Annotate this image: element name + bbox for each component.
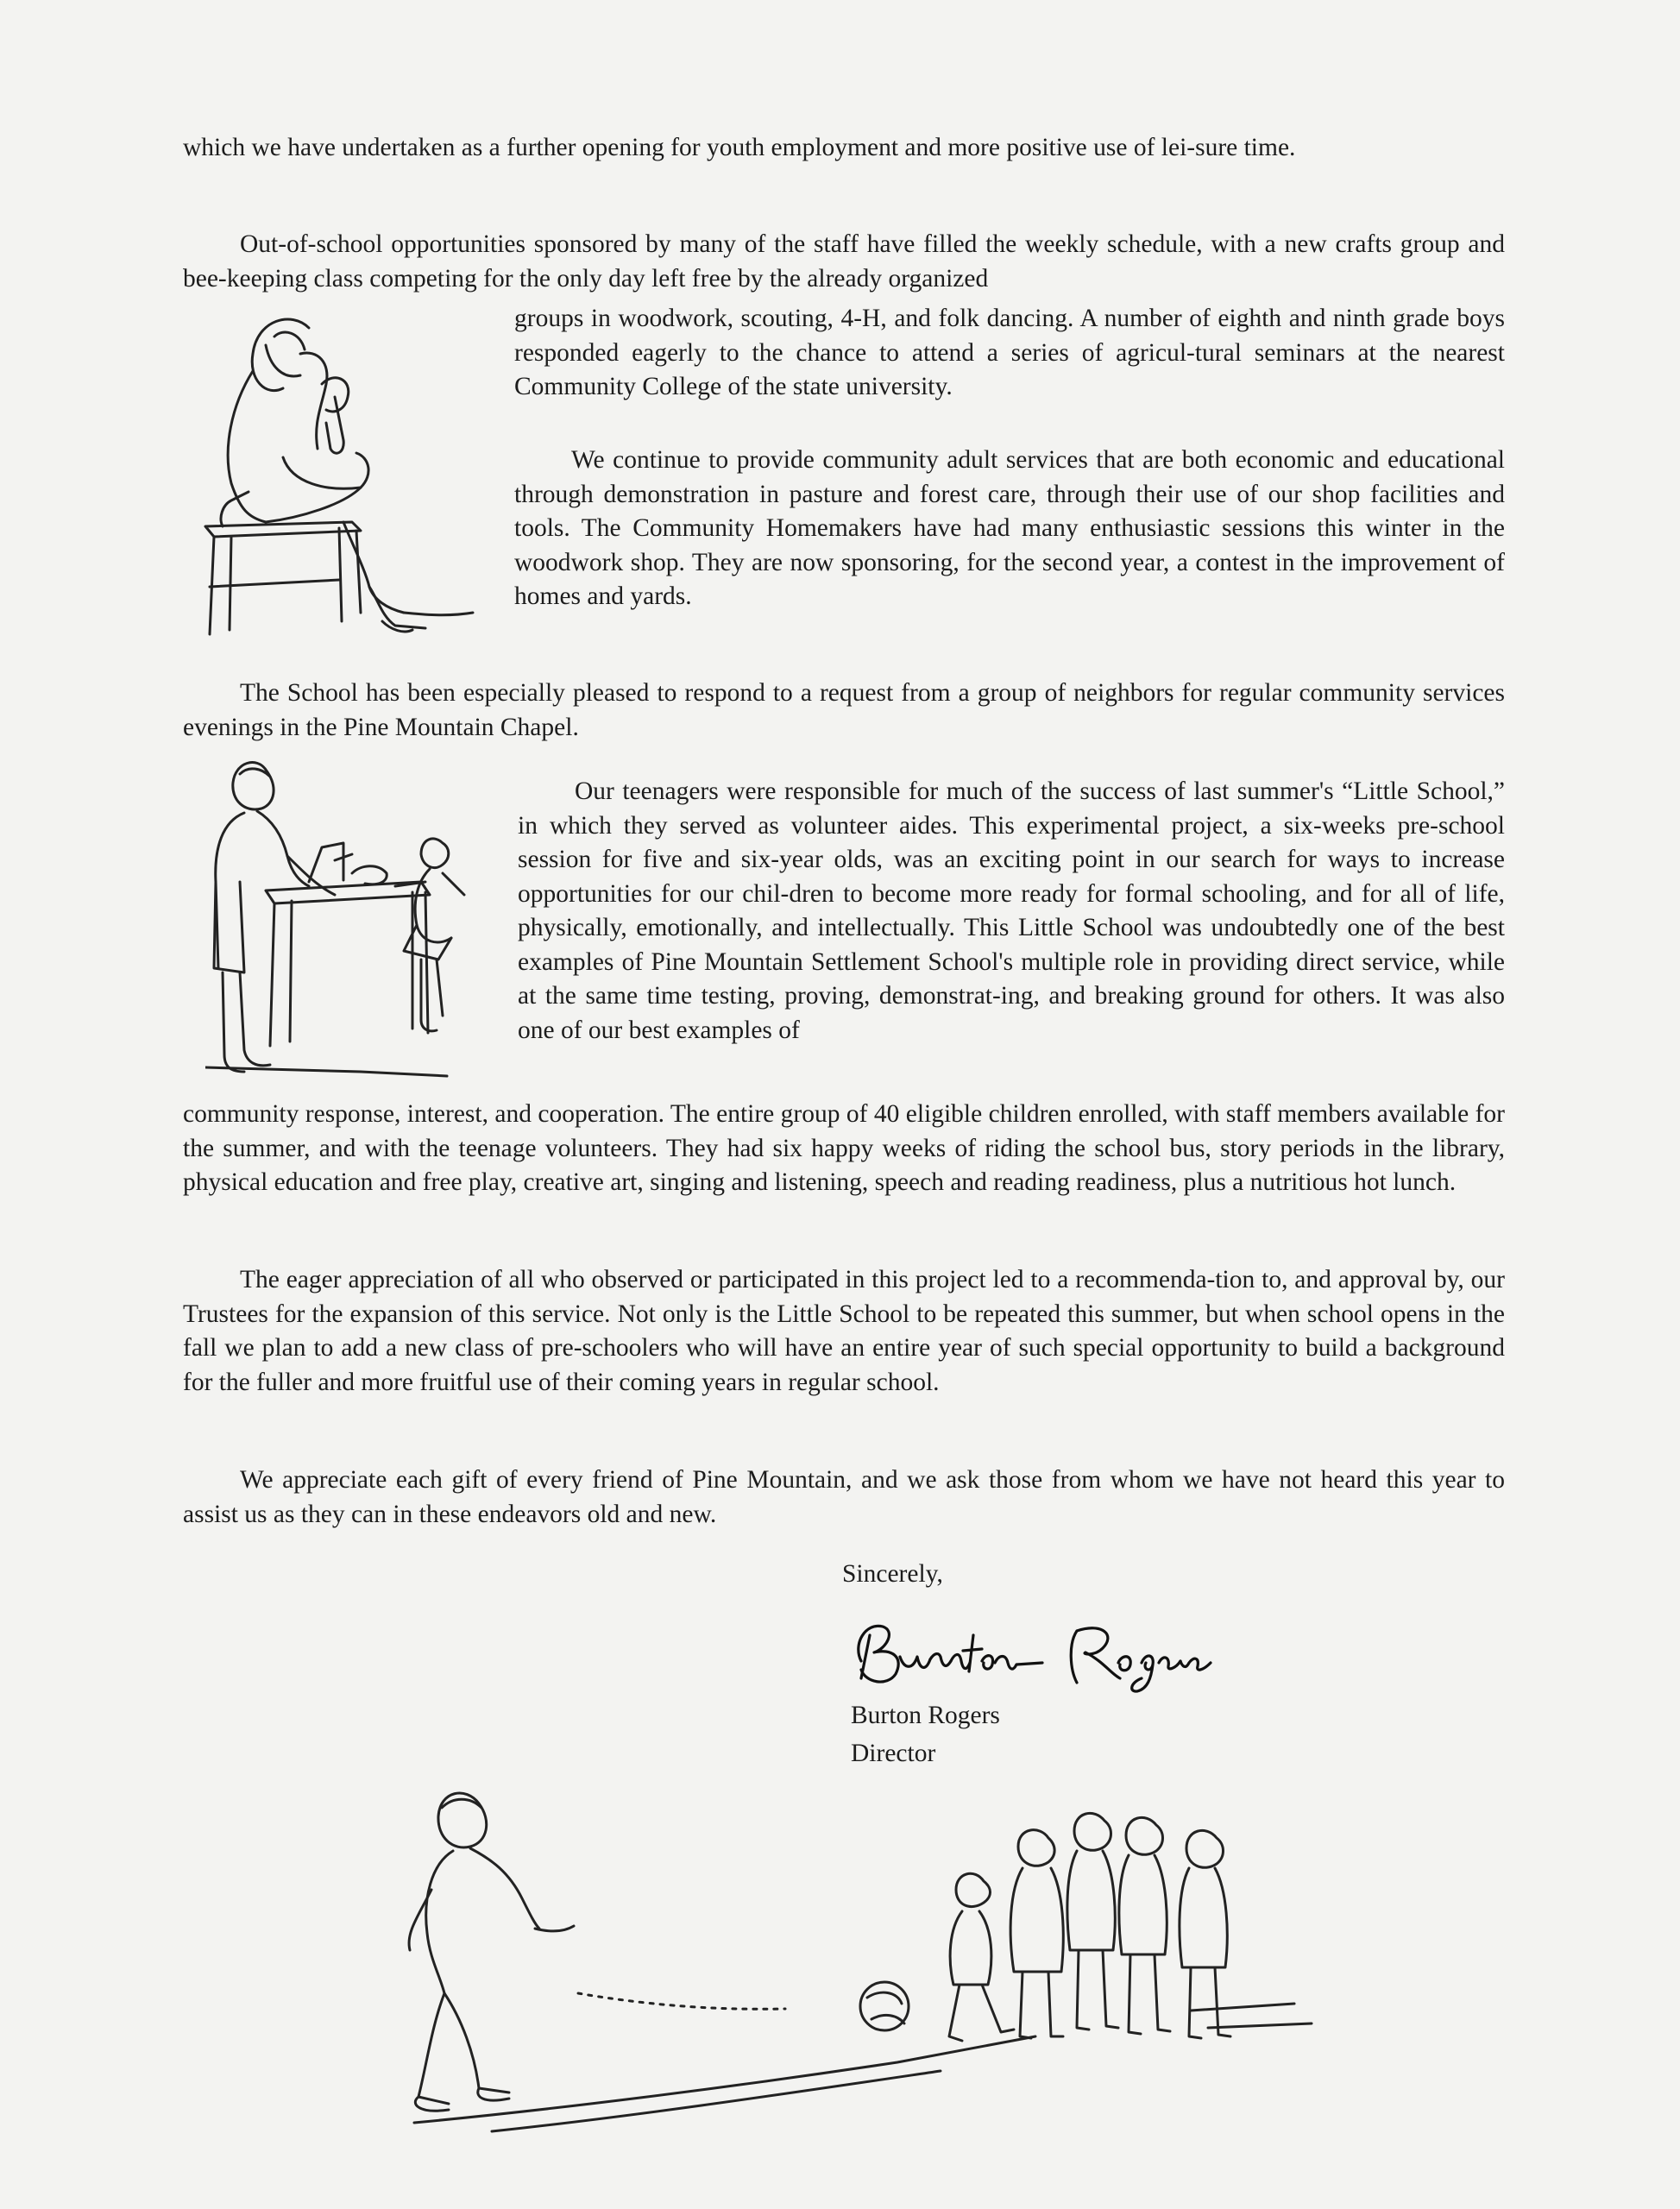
paragraph-community-response: community response, interest, and cooperation. The entire group of 40 eligible children enrolled, with staff members available for the summer, and with the teenage volunteers. They had six happy weeks of riding the school bus, story periods in the library, physical education and free play, creative art, singing and listening, speech and reading readiness, plus a nutritious hot lunch. — [183, 1100, 1505, 1196]
paragraph-little-school: Our teenagers were responsible for much of the success of last summer's “Little School,” in which they served as volunteer aides. This experimental project, a six-weeks pre-school session for five and six-year olds, was an exciting point in our search for ways to increase opportunities for our chil-dren to become more ready for formal schooling, and for all of life, physically, emotionally, and intellectually. This Little School was undoubtedly one of the best examples of Pine Mountain Settlement School's multiple role in providing direct service, while at the same time testing, proving, demonstrat-ing, and breaking ground for others. It was also one of our best examples of — [518, 777, 1505, 1044]
paragraph-leisure: which we have undertaken as a further opening for youth employment and more positive use of lei-sure time. — [183, 134, 1296, 161]
girl-on-stool-illustration — [197, 302, 490, 647]
paragraph-adult-services: We continue to provide community adult services that are both economic and educational through demonstration in pasture and forest care, through their use of our shop facilities and tools. The Community Homemakers have had many enthusiastic sessions this winter in the woodwork shop. They are now sponsoring, for the second year, a contest in the improvement of homes and yards. — [514, 446, 1505, 610]
signer-name: Burton Rogers — [851, 1702, 1000, 1729]
paragraph-expansion: The eager appreciation of all who observed or participated in this project led to a recommenda-tion to, and approval by, our Trustees for the expansion of this service. Not only is the Little School to be repeated this summer, but when school opens in the fall we plan to add a new class of pre-schoolers who will have an entire year of such special opportunity to build a background for the fuller and more fruitful use of their coming years in regular school. — [183, 1266, 1505, 1396]
paragraph-chapel: The School has been especially pleased to respond to a request from a group of neighbors for regular community services evenings in the Pine Mountain Chapel. — [183, 679, 1505, 741]
paragraph-out-of-school: Out-of-school opportunities sponsored by many of the staff have filled the weekly schedule, with a new crafts group and bee-keeping class competing for the only day left free by the already organized — [183, 230, 1505, 293]
paragraph-seminars: groups in woodwork, scouting, 4-H, and folk dancing. A number of eighth and ninth grade boys responded eagerly to the chance to attend a series of agricul-tural seminars at the nearest Community College of the state university. — [514, 305, 1505, 400]
signature — [844, 1609, 1293, 1696]
children-playing-ball-illustration — [380, 1778, 1346, 2140]
signer-title: Director — [851, 1740, 936, 1767]
paragraph-appreciation: We appreciate each gift of every friend of Pine Mountain, and we ask those from whom we have not heard this year to assist us as they can in these endeavors old and new. — [183, 1466, 1505, 1528]
closing-salutation: Sincerely, — [842, 1560, 943, 1588]
teen-and-child-at-table-illustration — [205, 752, 499, 1098]
